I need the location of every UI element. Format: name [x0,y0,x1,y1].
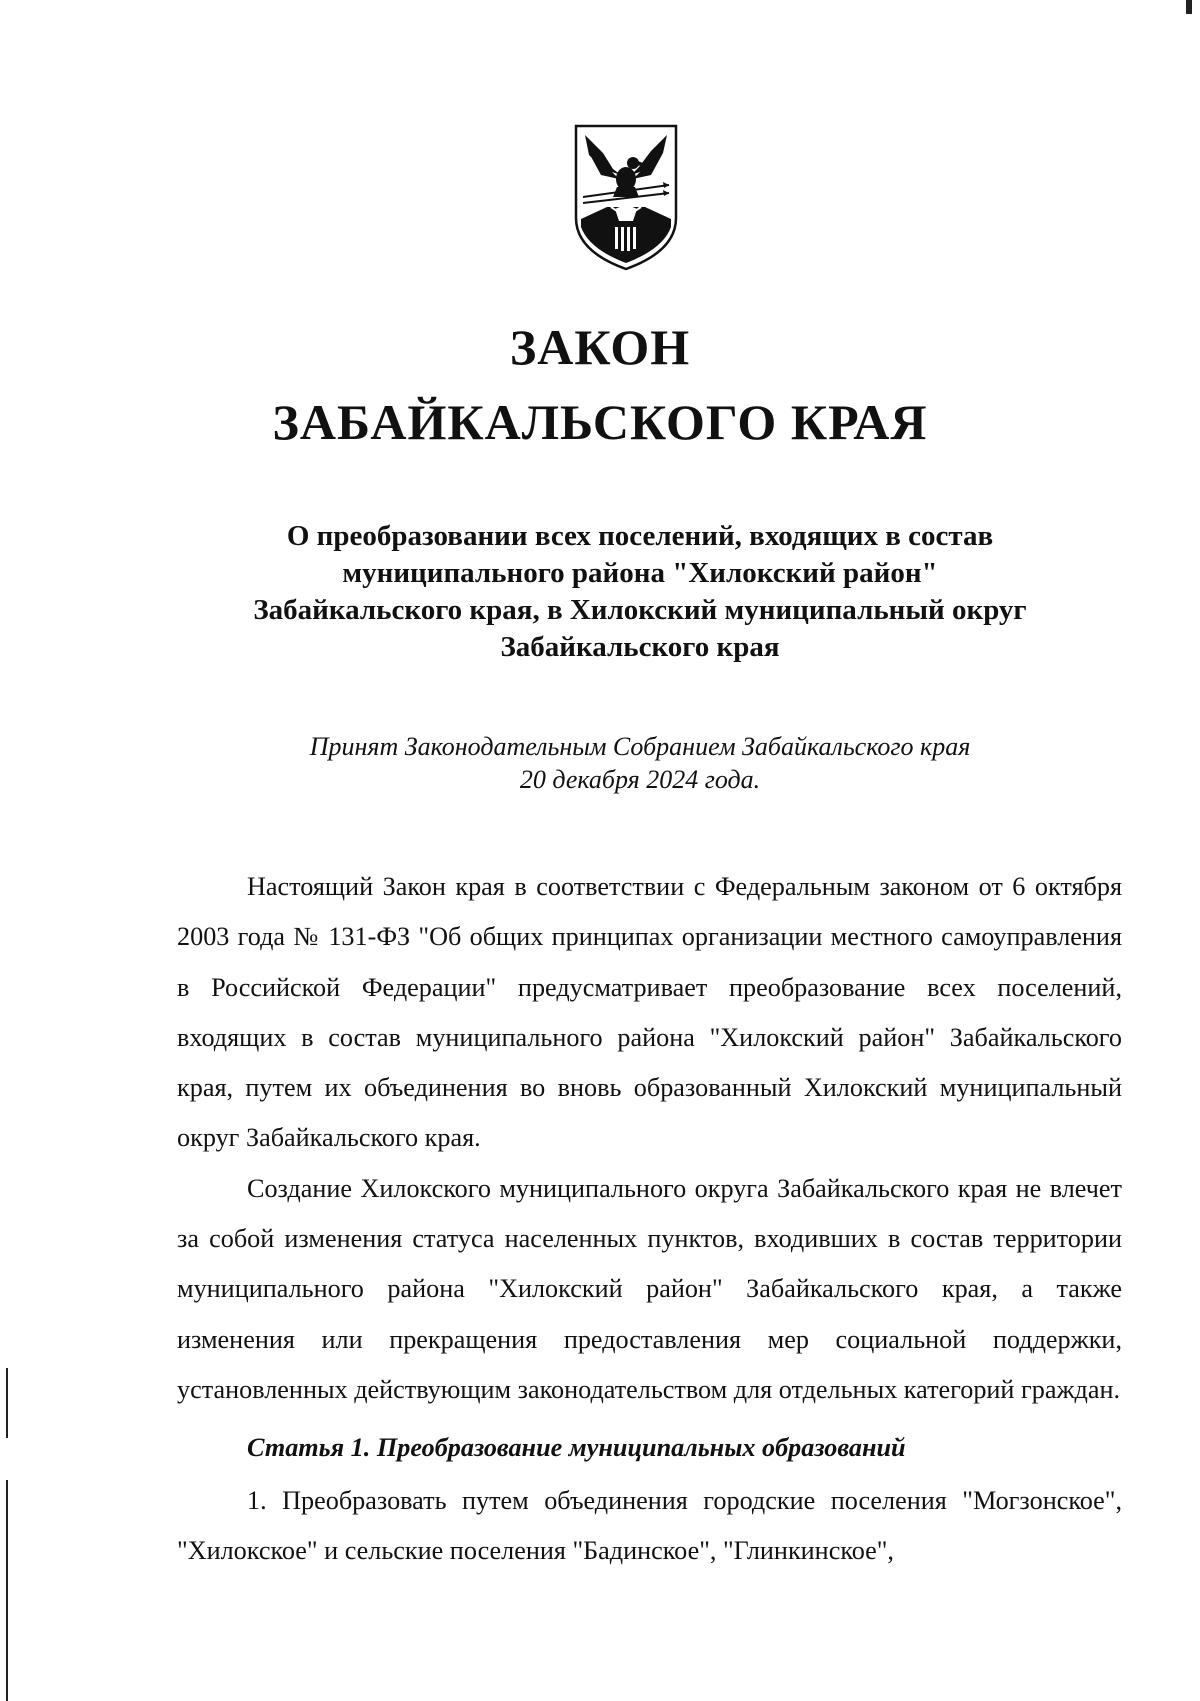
law-body [177,862,1122,1576]
scan-edge-mark [1186,0,1192,14]
coat-of-arms-icon [573,123,679,271]
law-title: ЗАКОН [509,319,691,375]
subject-line: Забайкальского края [500,631,780,663]
article-heading: Статья 1. Преобразование муниципальных образований [247,1433,906,1463]
article-item: 1. Преобразовать путем объединения городские поселения "Могзонское", "Хилокское" и сельские поселения "Бадинское", "Глинкинское", [177,1485,1122,1565]
scan-edge-mark [6,1368,8,1438]
coat-of-arms-emblem [573,123,679,271]
subject-line: муниципального района "Хилокский район" [342,557,938,589]
subject-line: О преобразовании всех поселений, входящих в состав [286,520,994,552]
adoption-body: Принят Законодательным Собранием Забайкальского края [309,732,971,761]
preamble-paragraph: Создание Хилокского муниципального округа Забайкальского края не влечет за собой изменения статуса населенных пунктов, входивших в состав территории муниципального района "Хилокский район" Забайкальского края, а также изменения или прекращения предоставления мер социальной поддержки, установленных действующим законодательством для отдельных категорий граждан. [177,1173,1122,1404]
subject-line: Забайкальского края, в Хилокский муниципальный округ [253,594,1027,626]
law-region-title: ЗАБАЙКАЛЬСКОГО КРАЯ [272,394,928,450]
preamble-paragraph: Настоящий Закон края в соответствии с Федеральным законом от 6 октября 2003 года № 131-ФЗ "Об общих принципах организации местного самоуправления в Российской Федерации" предусматривает преобразование всех поселений, входящих в состав муниципального района "Хилокский район" Забайкальского края, путем их объединения во вновь образованный Хилокский муниципальный округ Забайкальского края. [177,872,1122,1153]
scan-edge-mark [6,1480,8,1701]
law-subject [160,518,1120,666]
adoption-date: 20 декабря 2024 года. [519,765,761,794]
adoption-note [160,730,1120,796]
